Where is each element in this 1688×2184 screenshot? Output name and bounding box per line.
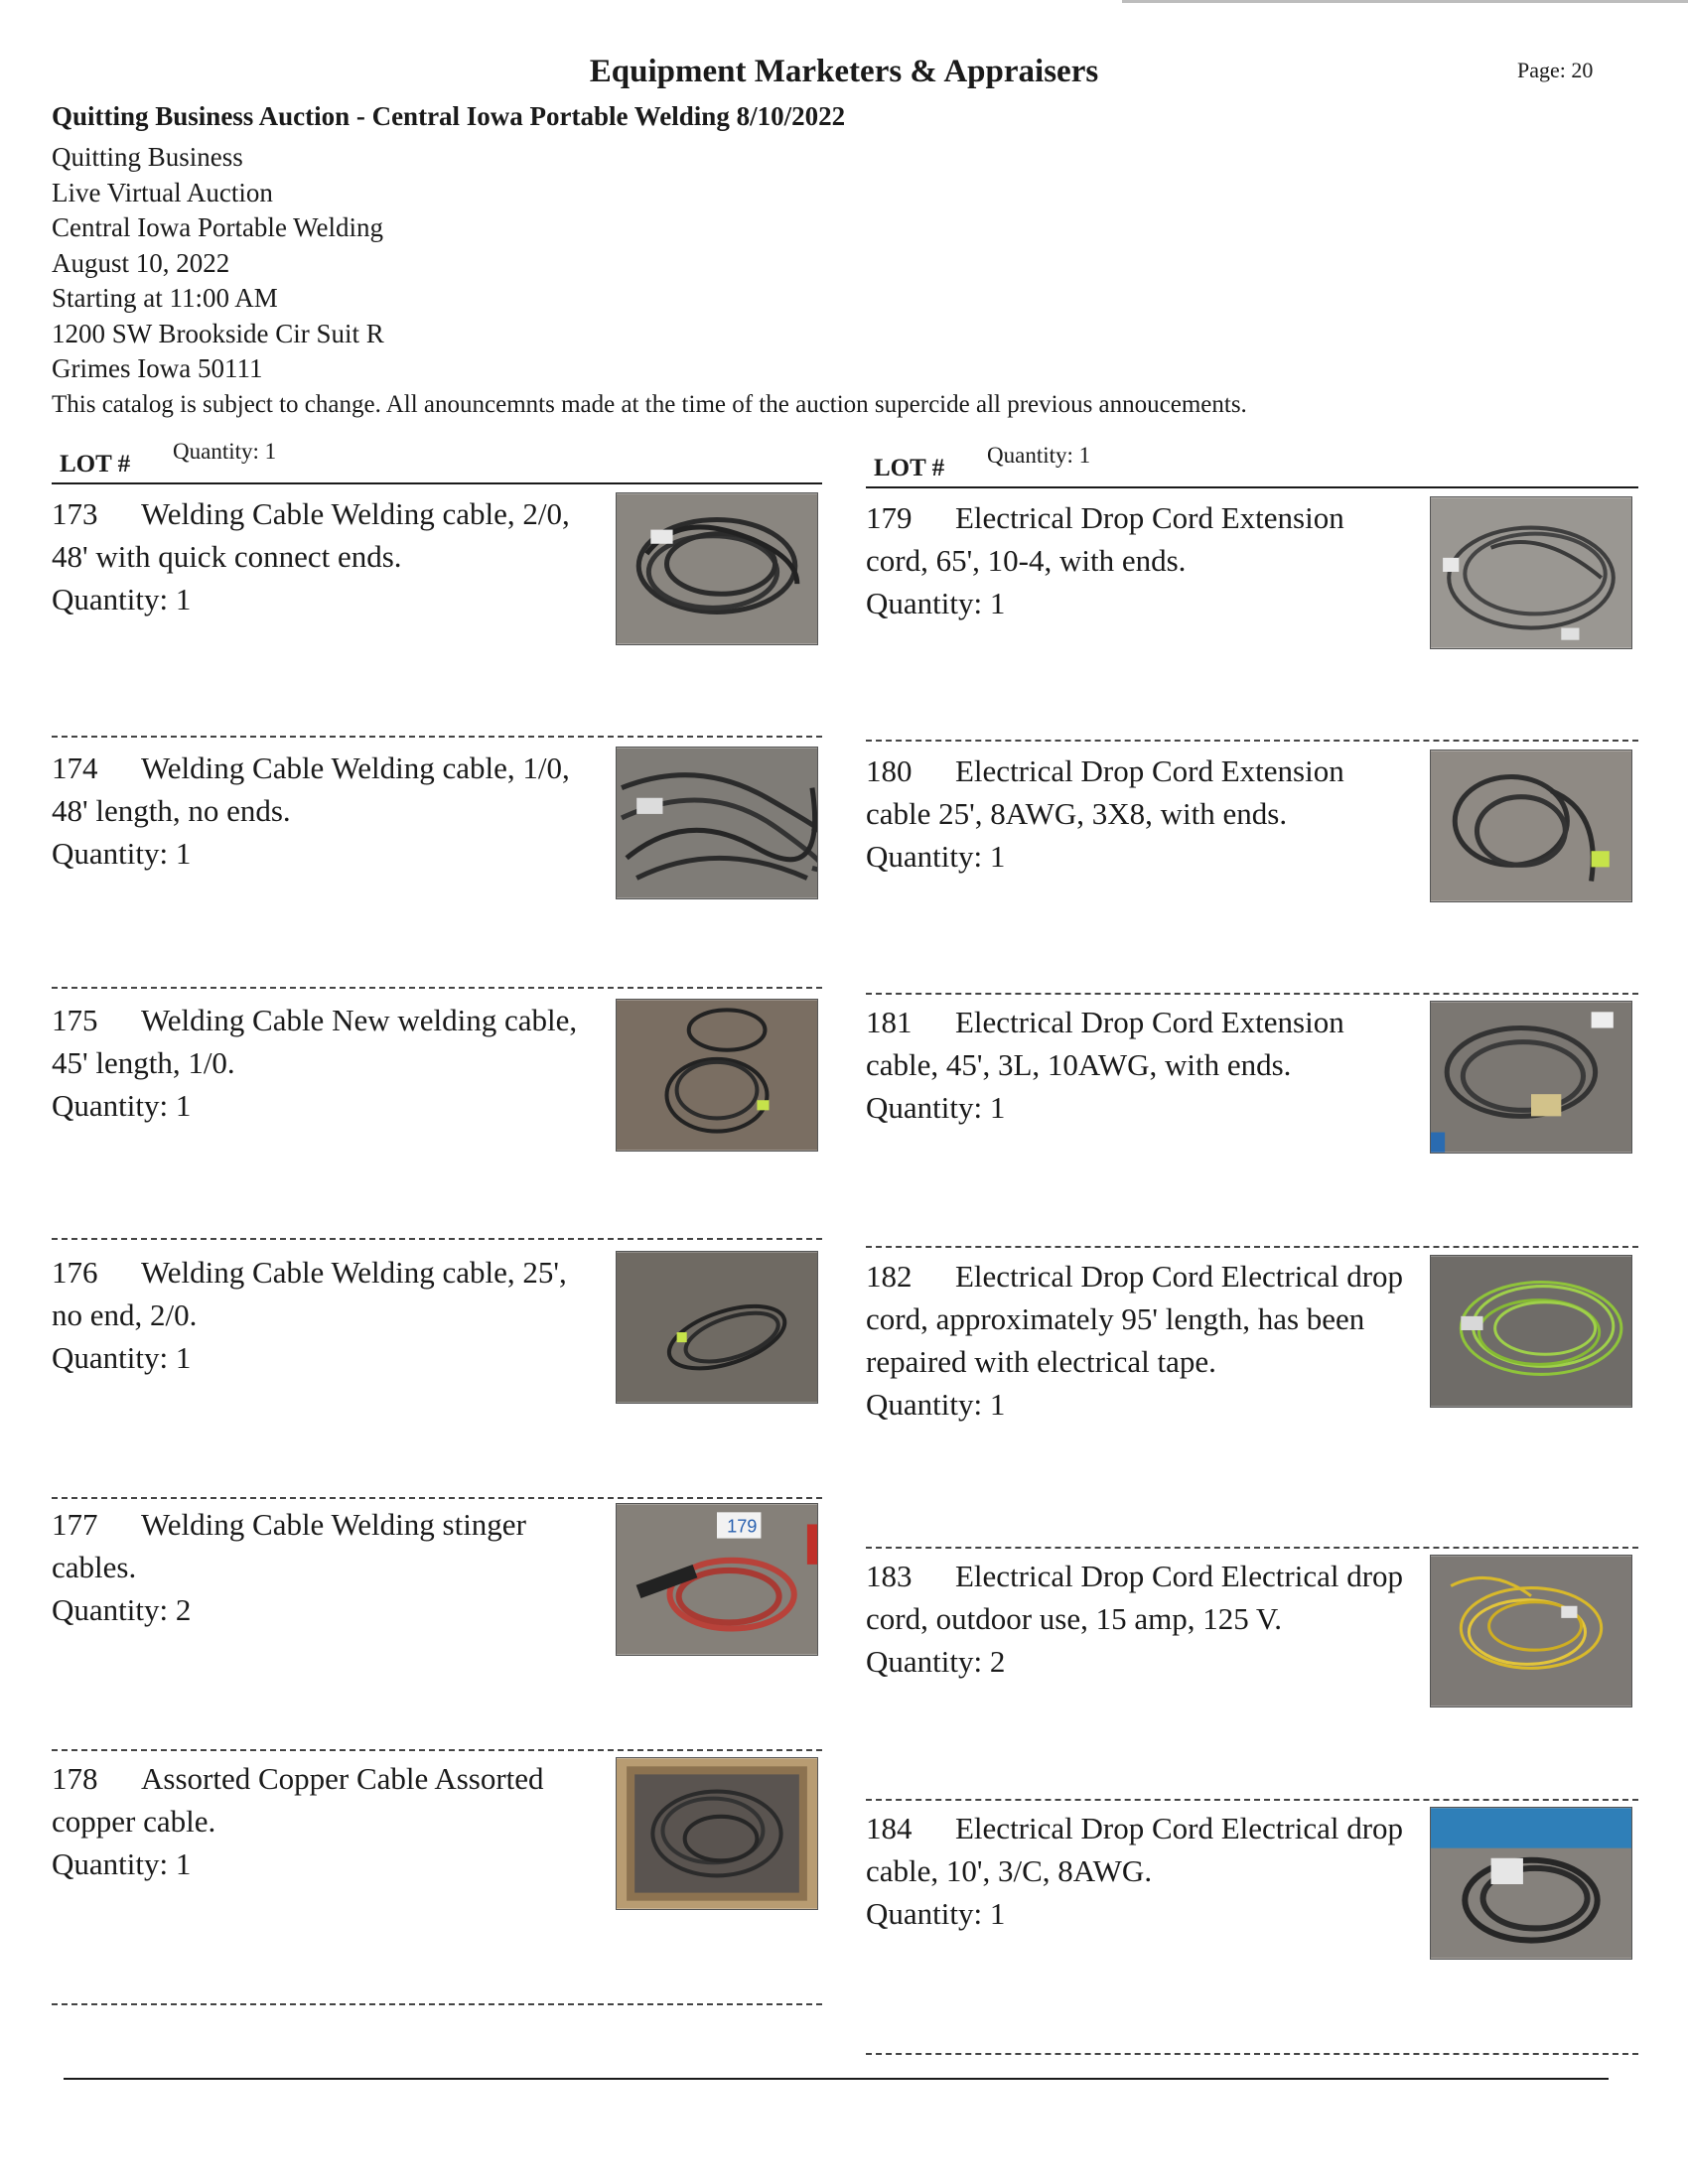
cable-photo xyxy=(617,1252,817,1403)
lot-number: 178 xyxy=(52,1761,98,1796)
lot-quantity: Quantity: 1 xyxy=(52,1340,192,1375)
lot-item[interactable] xyxy=(52,747,816,905)
lot-photo[interactable] xyxy=(616,492,818,645)
column-header-right xyxy=(866,443,1638,488)
page-number: Page: 20 xyxy=(1517,58,1594,82)
lot-quantity: Quantity: 2 xyxy=(52,1592,192,1627)
quantity-heading: Quantity: 1 xyxy=(173,439,277,464)
lot-photo[interactable] xyxy=(616,1757,818,1910)
lot-quantity: Quantity: 1 xyxy=(866,1387,1006,1422)
page-title: Equipment Marketers & Appraisers xyxy=(589,54,1099,89)
cable-photo xyxy=(617,493,817,644)
lot-divider xyxy=(52,1497,822,1499)
lot-description xyxy=(866,750,1412,878)
lot-photo[interactable] xyxy=(616,1503,818,1656)
lot-divider xyxy=(52,987,822,989)
lot-description xyxy=(866,1555,1412,1683)
info-line: Grimes Iowa 50111 xyxy=(52,353,263,383)
lot-photo[interactable] xyxy=(1430,1255,1632,1408)
lot-divider xyxy=(866,2053,1638,2055)
lot-number: 173 xyxy=(52,496,98,531)
lot-quantity: Quantity: 1 xyxy=(52,1088,192,1123)
cable-photo xyxy=(617,1000,817,1151)
lot-title: Welding Cable Welding stinger cables. xyxy=(52,1507,526,1584)
lot-description xyxy=(866,1255,1412,1426)
lot-photo[interactable] xyxy=(1430,1001,1632,1154)
lot-title: Electrical Drop Cord Electrical drop cord, outdoor use, 15 amp, 125 V. xyxy=(866,1559,1404,1636)
lot-number: 174 xyxy=(52,751,98,785)
lot-photo[interactable] xyxy=(616,747,818,899)
photo-tag-text: 179 xyxy=(727,1516,758,1537)
lot-item[interactable] xyxy=(52,492,816,651)
lot-title: Electrical Drop Cord Extension cable 25', 8AWG, 3X8, with ends. xyxy=(866,753,1344,831)
lot-number: 177 xyxy=(52,1507,98,1542)
lot-item[interactable] xyxy=(866,1555,1630,1713)
lot-photo[interactable] xyxy=(616,1251,818,1404)
cable-photo xyxy=(617,1758,817,1909)
cable-photo xyxy=(617,748,817,898)
cable-photo xyxy=(1431,1002,1631,1153)
lot-title: Assorted Copper Cable Assorted copper cable. xyxy=(52,1761,544,1839)
lot-quantity: Quantity: 1 xyxy=(866,1896,1006,1931)
lot-quantity: Quantity: 1 xyxy=(866,586,1006,620)
lot-item[interactable] xyxy=(866,1001,1630,1160)
lot-title: Electrical Drop Cord Extension cable, 45', 3L, 10AWG, with ends. xyxy=(866,1005,1344,1082)
lot-item[interactable] xyxy=(866,750,1630,908)
lot-quantity: Quantity: 1 xyxy=(866,839,1006,874)
top-rule xyxy=(1122,0,1688,3)
lot-photo[interactable] xyxy=(616,999,818,1152)
lot-number: 180 xyxy=(866,753,913,788)
lot-description xyxy=(52,999,598,1127)
lot-number: 176 xyxy=(52,1255,98,1290)
lot-title: Electrical Drop Cord Extension cord, 65', 10-4, with ends. xyxy=(866,500,1344,578)
lot-quantity: Quantity: 1 xyxy=(52,836,192,871)
lot-item[interactable] xyxy=(52,1251,816,1410)
quantity-heading: Quantity: 1 xyxy=(987,443,1091,468)
lot-item[interactable] xyxy=(866,496,1630,655)
lot-photo[interactable] xyxy=(1430,1807,1632,1960)
lot-description xyxy=(52,1503,598,1631)
catalog-notice: This catalog is subject to change. All anouncemnts made at the time of the auction supercide all previous annoucements. xyxy=(52,391,1247,418)
lot-quantity: Quantity: 1 xyxy=(52,1846,192,1881)
lot-title: Welding Cable Welding cable, 1/0, 48' length, no ends. xyxy=(52,751,570,828)
bottom-rule xyxy=(64,2078,1609,2080)
lot-photo[interactable] xyxy=(1430,496,1632,649)
lot-number-heading: LOT # xyxy=(874,455,945,481)
lot-divider xyxy=(866,1246,1638,1248)
cable-photo xyxy=(1431,1808,1631,1959)
lot-item[interactable] xyxy=(52,999,816,1158)
info-line: Starting at 11:00 AM xyxy=(52,283,278,313)
lot-title: Welding Cable Welding cable, 2/0, 48' with quick connect ends. xyxy=(52,496,570,574)
lot-item[interactable] xyxy=(866,1807,1630,1966)
lot-number: 181 xyxy=(866,1005,913,1039)
lot-item[interactable] xyxy=(52,1757,816,1916)
lot-photo[interactable] xyxy=(1430,750,1632,902)
lot-divider xyxy=(866,1547,1638,1549)
cable-photo xyxy=(1431,751,1631,901)
auction-subtitle: Quitting Business Auction - Central Iowa Portable Welding 8/10/2022 xyxy=(52,101,846,131)
lot-title: Electrical Drop Cord Electrical drop cable, 10', 3/C, 8AWG. xyxy=(866,1811,1404,1888)
auction-info xyxy=(52,140,384,387)
cable-photo xyxy=(1431,497,1631,648)
lot-title: Welding Cable New welding cable, 45' length, 1/0. xyxy=(52,1003,578,1080)
lot-number: 183 xyxy=(866,1559,913,1593)
lot-quantity: Quantity: 1 xyxy=(866,1090,1006,1125)
info-line: 1200 SW Brookside Cir Suit R xyxy=(52,318,384,348)
lot-description xyxy=(866,1001,1412,1129)
lot-number: 179 xyxy=(866,500,913,535)
lot-description xyxy=(52,747,598,875)
info-line: Quitting Business xyxy=(52,142,243,172)
lot-description xyxy=(866,496,1412,624)
lot-divider xyxy=(52,1238,822,1240)
lot-number: 184 xyxy=(866,1811,913,1845)
lot-divider xyxy=(866,740,1638,742)
lot-description xyxy=(52,1757,598,1885)
lot-description xyxy=(52,492,598,620)
lot-quantity: Quantity: 1 xyxy=(52,582,192,616)
lot-title: Welding Cable Welding cable, 25', no end, 2/0. xyxy=(52,1255,567,1332)
lot-divider xyxy=(866,1799,1638,1801)
lot-item[interactable] xyxy=(52,1503,816,1662)
lot-number: 182 xyxy=(866,1259,913,1294)
cable-photo xyxy=(1431,1556,1631,1706)
lot-photo[interactable] xyxy=(1430,1555,1632,1707)
lot-divider xyxy=(52,736,822,738)
info-line: August 10, 2022 xyxy=(52,247,230,278)
lot-divider xyxy=(52,2003,822,2005)
lot-title: Electrical Drop Cord Electrical drop cord, approximately 95' length, has been repaired with electrical tape. xyxy=(866,1259,1404,1379)
lot-number-heading: LOT # xyxy=(60,451,131,478)
lot-item[interactable] xyxy=(866,1255,1630,1453)
lot-description xyxy=(52,1251,598,1379)
cable-photo xyxy=(1431,1256,1631,1407)
column-header-left xyxy=(52,439,822,484)
cable-photo xyxy=(617,1504,817,1655)
lot-divider xyxy=(52,1749,822,1751)
lot-quantity: Quantity: 2 xyxy=(866,1644,1006,1679)
lot-divider xyxy=(866,993,1638,995)
lot-description xyxy=(866,1807,1412,1935)
lot-number: 175 xyxy=(52,1003,98,1037)
info-line: Central Iowa Portable Welding xyxy=(52,212,383,242)
info-line: Live Virtual Auction xyxy=(52,177,273,207)
